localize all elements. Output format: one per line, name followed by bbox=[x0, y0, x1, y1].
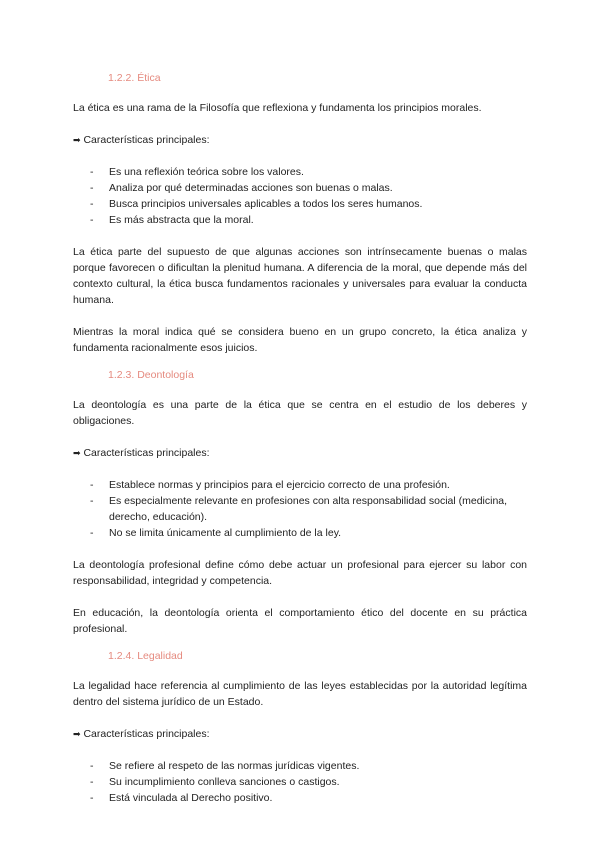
list-item-text: Está vinculada al Derecho positivo. bbox=[109, 792, 273, 804]
bullet-dash: - bbox=[90, 495, 94, 507]
list-item bbox=[90, 212, 527, 228]
section-intro: La deontología es una parte de la ética que se centra en el estudio de los deberes y obligaciones. bbox=[73, 399, 527, 427]
list-item-text: Se refiere al respeto de las normas jurídicas vigentes. bbox=[109, 760, 360, 772]
characteristics-list bbox=[73, 477, 527, 541]
list-item-text: Establece normas y principios para el ejercicio correcto de una profesión. bbox=[109, 479, 450, 491]
arrow-right-icon: ➡ bbox=[73, 135, 81, 145]
list-item-text: Es más abstracta que la moral. bbox=[109, 214, 254, 226]
characteristics-list bbox=[73, 164, 527, 228]
list-item bbox=[90, 164, 527, 180]
section-heading: 1.2.4. Legalidad bbox=[108, 650, 183, 662]
list-item-text: Es especialmente relevante en profesiones con alta responsabilidad social (medicina, derecho, educación). bbox=[109, 495, 508, 523]
list-item-text: Es una reflexión teórica sobre los valores. bbox=[109, 166, 304, 178]
list-item-text: Busca principios universales aplicables a todos los seres humanos. bbox=[109, 198, 423, 210]
paragraph: La ética parte del supuesto de que algunas acciones son intrínsecamente buenas o malas porque favorecen o dificultan la plenitud humana. A diferencia de la moral, que depende más del contexto cultural, la ética busca fundamentos racionales y universales para evaluar la conducta humana. bbox=[73, 246, 527, 306]
characteristics-text: Características principales: bbox=[83, 134, 210, 146]
arrow-right-icon: ➡ bbox=[73, 729, 81, 739]
list-item-text: Analiza por qué determinadas acciones son buenas o malas. bbox=[109, 182, 393, 194]
section-heading: 1.2.2. Ética bbox=[108, 72, 161, 84]
characteristics-list bbox=[73, 758, 527, 806]
bullet-dash: - bbox=[90, 182, 94, 194]
characteristics-label bbox=[73, 726, 527, 742]
section-intro: La ética es una rama de la Filosofía que reflexiona y fundamenta los principios morales. bbox=[73, 102, 482, 114]
characteristics-text: Características principales: bbox=[83, 728, 210, 740]
bullet-dash: - bbox=[90, 776, 94, 788]
list-item bbox=[90, 493, 527, 525]
list-item bbox=[90, 180, 527, 196]
document-content bbox=[73, 71, 527, 806]
bullet-dash: - bbox=[90, 198, 94, 210]
bullet-dash: - bbox=[90, 166, 94, 178]
list-item bbox=[90, 525, 527, 541]
paragraph: En educación, la deontología orienta el comportamiento ético del docente en su práctica profesional. bbox=[73, 607, 527, 635]
section-deontologia bbox=[73, 368, 527, 649]
list-item bbox=[90, 774, 527, 790]
list-item bbox=[90, 758, 527, 774]
characteristics-label bbox=[73, 132, 527, 148]
section-intro: La legalidad hace referencia al cumplimiento de las leyes establecidas por la autoridad legítima dentro del sistema jurídico de un Estado. bbox=[73, 680, 527, 708]
list-item bbox=[90, 477, 527, 493]
characteristics-label bbox=[73, 445, 527, 461]
bullet-dash: - bbox=[90, 479, 94, 491]
section-legalidad bbox=[73, 649, 527, 806]
arrow-right-icon: ➡ bbox=[73, 448, 81, 458]
characteristics-text: Características principales: bbox=[83, 447, 210, 459]
section-heading: 1.2.3. Deontología bbox=[108, 369, 194, 381]
list-item bbox=[90, 196, 527, 212]
bullet-dash: - bbox=[90, 527, 94, 539]
paragraph: La deontología profesional define cómo debe actuar un profesional para ejercer su labor con responsabilidad, integridad y competencia. bbox=[73, 559, 527, 587]
bullet-dash: - bbox=[90, 792, 94, 804]
bullet-dash: - bbox=[90, 760, 94, 772]
bullet-dash: - bbox=[90, 214, 94, 226]
paragraph: Mientras la moral indica qué se considera bueno en un grupo concreto, la ética analiza y fundamenta racionalmente esos juicios. bbox=[73, 326, 527, 354]
list-item bbox=[90, 790, 527, 806]
section-etica bbox=[73, 71, 527, 368]
list-item-text: Su incumplimiento conlleva sanciones o castigos. bbox=[109, 776, 340, 788]
list-item-text: No se limita únicamente al cumplimiento de la ley. bbox=[109, 527, 342, 539]
